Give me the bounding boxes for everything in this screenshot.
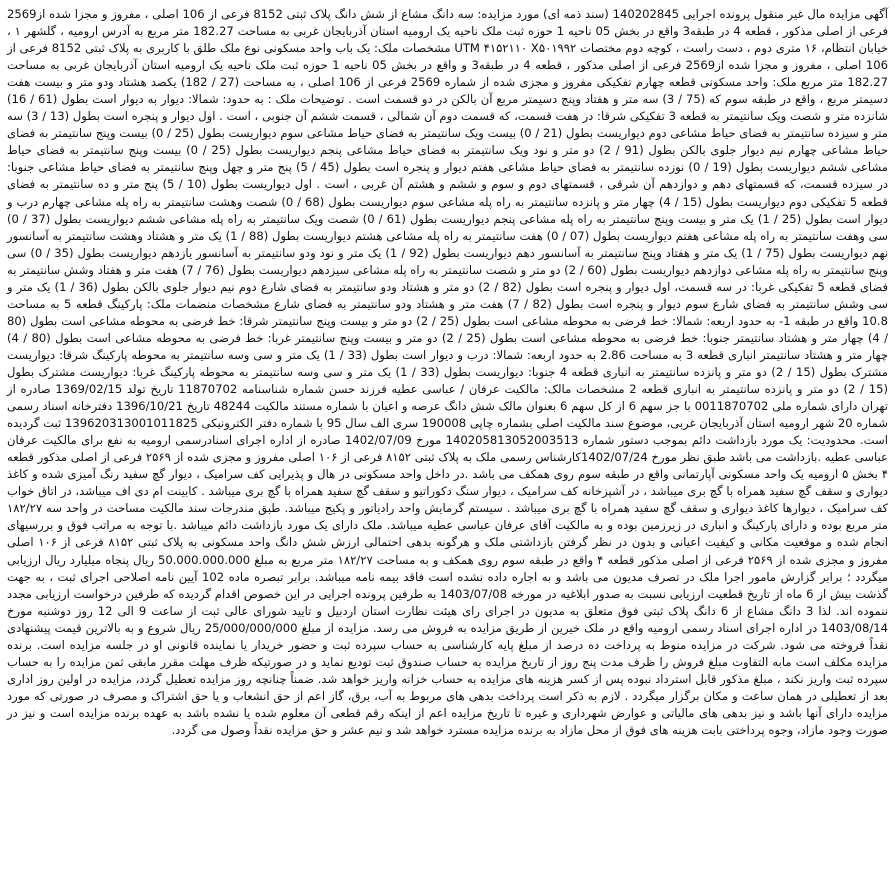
notice-body: آگهی مزایده مال غیر منقول پرونده اجرایی 140202845 (سند ذمه ای) مورد مزایده: سه دانگ مشاع از شش دانگ پلاک ثبتی 8152 فرعی از 106 اصلی ، مفروز و مجزا شده از2569 فرعی از اصلی مذکور ، قطعه 4 در طبقه3 واقع در بخش 05 ناحیه 1 حوزه ثبت ملک ناحیه یک ارومیه استان آذربایجان غربی به مساحت 182.27 متر مربع به آدرس ارومیه ، گلشهر ۱ ، خیابان انتظام، ۱۶ متری دوم ، دست راست ، کوچه دوم مختصات UTM ۴۱۵۲۱۱۰ X۵۰۱۹۹۲ مشخصات ملک: یک باب واحد مسکونی نوع ملک طلق با کاربری به پلاک ثبتی 8152 فرعی از 106 اصلی ، مفروز و مجزا شده از2569 فرعی از اصلی مذکور ، قطعه 4 در طبقه3 و واقع در بخش 05 ناحیه 1 حوزه ثبت ملک ناحیه یک ارومیه استان آذربایجان غربی به مساحت 182.27 متر مربع ملک: واحد مسکونی قطعه چهارم تفکیکی مفروز و مجزی شده از شماره 2569 فرعی از 106 اصلی ، به مساحت (27 / 182) یکصد هشتاد ودو متر و بیست هفت دسیمتر مربع ، واقع در طبقه سوم که (75 / 3) سه متر و هفتاد وپنج دسیمتر مربع آن بالکن در دو قسمت است . توضیحات ملک : به حدود: شمالا: دیوار به دیوار است بطول (61 / 16) شانزده متر و شصت ویک سانتیمتر به قطعه 3 تفکیکی شرقا: در هفت قسمت، که قسمت دوم آن شمالی ، قسمت ششم آن جنوبی ، است . اول دیوار و پنجره است بطول (13 / 3) سه متر و سیزده سانتیمتر به فضای حیاط مشاعی دوم دیواریست بطول (21 / 0) بیست ویک سانتیمتر به فضای حیاط مشاعی سوم دیواریست بطول (25 / 0) بیست وپنج سانتیمتر به فضای حیاط مشاعی چهارم نیم دیوار جلوی بالکن بطول (91 / 2) دو متر و نود ویک سانتیمتر به فضای حیاط مشاعی پنجم دیواریست بطول (25 / 0) بیست وپنج سانتیمتر به فضای حیاط مشاعی ششم دیواریست بطول (19 / 0) نوزده سانتیمتر به فضای حیاط مشاعی هفتم دیوار و پنجره است بطول (45 / 5) پنج متر و چهل وپنج سانتیمتر به فضای حیاط مشاعی جنوبا: در سیزده قسمت، که قسمتهای دهم و دوازدهم آن شرقی ، قسمتهای دوم و سوم و ششم و هشتم آن غربی ، است . اول دیواریست بطول (10 / 5) پنج متر و ده سانتیمتر به فضای قطعه 5 تفکیکی دوم دیواریست بطول (15 / 4) چهار متر و پانزده سانتیمتر به راه پله مشاعی سوم دیواریست بطول (68 / 0) شصت وهشت سانتیمتر به راه پله مشاعی چهارم درب و دیوار است بطول (25 / 1) یک متر و بیست وپنج سانتیمتر به راه پله مشاعی پنجم دیواریست بطول (61 / 0) شصت ویک سانتیمتر به راه پله مشاعی ششم دیواریست بطول (37 / 0) سی وهفت سانتیمتر به راه پله مشاعی هفتم دیواریست بطول (07 / 0) هفت سانتیمتر به راه پله مشاعی هشتم دیواریست بطول (88 / 1) یک متر و هشتاد وهشت سانتیمتر به آسانسور نهم دیواریست بطول (75 / 1) یک متر و هفتاد وپنج سانتیمتر به آسانسور دهم دیواریست بطول (92 / 1) یک متر و نود ودو سانتیمتر به آسانسور یازدهم دیواریست بطول (35 / 0) سی وپنج سانتیمتر به راه پله مشاعی دوازدهم دیواریست بطول (60 / 2) دو متر و شصت سانتیمتر به راه پله مشاعی سیزدهم دیواریست بطول (76 / 7) هفت متر و هفتاد وشش سانتیمتر به فضای قطعه 5 تفکیکی غربا: در سه قسمت، اول دیوار و پنجره است بطول (82 / 2) دو متر و هشتاد ودو سانتیمتر به فضای شارع دوم نیم دیوار جلوی بالکن بطول (36 / 1) یک متر و سی وشش سانتیمتر به فضای شارع سوم دیوار و پنجره است بطول (82 / 7) هفت متر و هشتاد ودو سانتیمتر به فضای شارع مشخصات منضمات ملک: پارکینگ قطعه 5 به مساحت 10.8 واقع در طبقه 1- به حدود اربعه: شمالا: خط فرضی به محوطه مشاعی است بطول (25 / 2) دو متر و بیست وپنج سانتیمتر شرقا: خط فرضی به محوطه مشاعی است بطول (80 / 4) چهار متر و هشتاد سانتیمتر جنوبا: خط فرضی به محوطه مشاعی است بطول (25 / 2) دو متر و بیست وپنج سانتیمتر غربا: خط فرضی به محوطه مشاعی است بطول (80 / 4) چهار متر و هشتاد سانتیمتر انباری قطعه 3 به مساحت 2.86 به حدود اربعه: شمالا: درب و دیوار است بطول (33 / 1) یک متر و سی وسه سانتیمتر به محوطه پارکینگ شرقا: دیواریست مشترک بطول (15 / 2) دو متر و پانزده سانتیمتر به انباری قطعه 4 جنوبا: دیواریست بطول (33 / 1) یک متر و سی وسه سانتیمتر به محوطه پارکینگ غربا: دیواریست مشترک بطول (15 / 2) دو متر و پانزده سانتیمتر به انباری قطعه 2 مشخصات مالک: مالکیت عرفان / عباسی عطیه فرزند حسن شماره شناسنامه 11870702 تاریخ تولد 1369/02/15 صادره از تهران دارای شماره ملی 0011870702 با جز سهم 6 از کل سهم 6 بعنوان مالک شش دانگ عرصه و اعیان با شماره مستند مالکیت 48244 تاریخ 1396/10/21 دفترخانه اسناد رسمی شماره 20 شهر ارومیه استان آذربایجان غربی، موضوع سند مالکیت اصلی بشماره چاپی 190008 سری الف سال 95 با شماره دفتر الکترونیکی 139620313001011825 ثبت گردیده است. محدودیت: یک مورد بازداشت دائم بموجب دستور شماره 140205813052003513 مورخ 1402/07/09 صادره از اداره اجرای اسنادرسمی ارومیه به نفع برای مالکیت عرفان عباسی عطیه .بازداشت می باشد طبق نظر مورخ 1402/07/24کارشناس رسمی ملک به پلاک ثبتی ۸۱۵۲ فرعی از ۱۰۶ اصلی مفروز و مجزی شده از ۲۵۶۹ فرعی از اصلی مذکور قطعه ۴ بخش ۵ ارومیه یک واحد مسکونی آپارتمانی واقع در طبقه سوم روی همکف می باشد .در داخل واحد مسکونی در هال و پذیرایی کف سرامیک ، دیوار گچ سفید رنگ آمیزی شده و کاغذ دیواری و سقف گچ سفید همراه با گچ بری میباشد ، در آشپزخانه کف سرامیک ، دیوار سنگ دکوراتیو و سقف گچ سفید همراه با گچ بری میباشد . کابینت ام دی اف میباشد، در اتاق خواب کف سرامیک ، دیوارها کاغذ دیواری و سقف گچ سفید همراه با گچ بری میباشد . سیستم گرمایش واحد رادیاتور و پکیج میباشد. طبق مندرجات سند مالکیت مساحت در واحد سه ۱۸۲/۲۷ متر مربع بوده و دارای پارکینگ و انباری در زیرزمین بوده و به مالکیت آقای عرفان عباسی عطیه میباشد. ملک دارای یک مورد بازداشت دائم میباشد .با توجه به مراتب فوق و بررسیهای انجام شده و موقعیت مکانی و کیفیت اعیانی و بدون در نظر گرفتن بازداشتی ملک و هرگونه بدهی احتمالی ارزش شش دانگ واحد مسکونی به پلاک ثبتی ۸۱۵۲ فرعی از ۱۰۶ اصلی مفروز و مجزی شده از ۲۵۶۹ فرعی از اصلی مذکور قطعه ۴ واقع در طبقه سوم روی همکف و به مساحت ۱۸۲/۲۷ متر مربع به مبلغ 50.000.000.000 ریال پنجاه میلیارد ریال ارزیابی میگردد ؛ برابر گزارش مامور اجرا ملک در تصرف مدیون می باشد و به اجاره داده نشده است فاقد بیمه نامه میباشد. برابر تبصره ماده 102 آیین نامه اصلاحی اجرای ثبت ، به جهت گذشت بیش از 6 ماه از تاریخ قطعیت ارزیابی نسبت به صدور ابلاغیه در مورخه 1403/07/08 به طرفین پرونده اجرایی در این خصوص اقدام گردیده که طرفین درخواست ارزیابی مجدد ننموده اند. لذا 3 دانگ مشاع از 6 دانگ پلاک ثبتی فوق متعلق به مدیون در اجرای رای هیئت نظارت استان اردبیل و تایید شورای عالی ثبت از ساعت 9 الی 12 روز دوشنبه مورخ 1403/08/14 در اداره اجرای اسناد رسمی ارومیه واقع در ملک خیرین از طریق مزایده به فروش می رسد. مزایده از مبلغ 25/000/000/000 ریال شروع و به بالاترین قیمت پیشنهادی نقداً فروخته می شود. شرکت در مزایده منوط به پرداخت ده درصد از مبلغ پایه کارشناسی به حساب سپرده ثبت و حضور خریدار یا نماینده قانونی او در جلسه مزایده است. برنده مزایده مکلف است مابه التفاوت مبلغ فروش را ظرف مدت پنج روز از تاریخ مزایده به حساب صندوق ثبت تودیع نماید و در صورتیکه ظرف مهلت مقرر مابقی ثمن مزایده را به حساب سپرده ثبت واریز نکند ، مبلغ مذکور قابل استرداد نبوده پس از کسر هزینه های مزایده به حساب خزانه واریز خواهد شد. ضمناً چنانچه روز مزایده تعطیل گردد، مزایده در اولین روز اداری بعد از تعطیلی در همان ساعت و مکان برگزار میگردد . لازم به ذکر است پرداخت بدهی های مربوط به آب، برق، گاز اعم از حق انشعاب و یا حق اشتراک و مصرف در صورتی که مورد مزایده دارای آنها باشد و نیز بدهی های مالیاتی و عوارض شهرداری و غیره تا تاریخ مزایده اعم از اینکه رقم قطعی آن معلوم شده یا نشده باشد به عهده برنده مزایده است و نیز در صورت وجود مازاد، وجوه پرداختی بابت هزینه های فوق از محل مازاد به برنده مزایده مسترد خواهد شد و نیم عشر و حق مزایده نقداً وصول می گردد.: [7, 7, 889, 737]
